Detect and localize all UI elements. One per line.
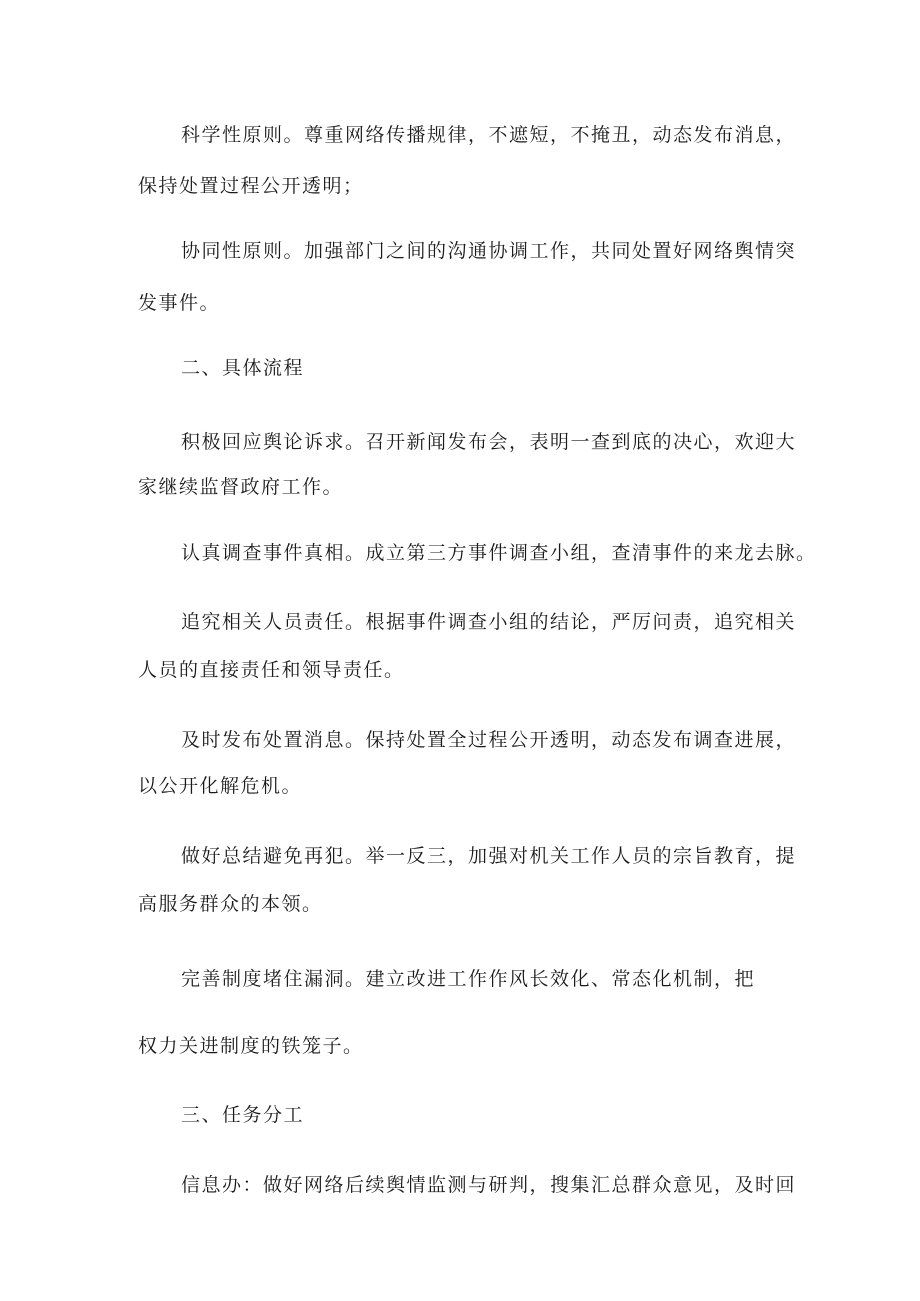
paragraph-line: 家继续监督政府工作。 [138, 476, 344, 498]
paragraph-line: 完善制度堵住漏洞。建立改进工作作风长效化、常态化机制，把 [181, 968, 756, 990]
paragraph-line: 及时发布处置消息。保持处置全过程公开透明，动态发布调查进展， [181, 729, 797, 751]
section-heading: 三、任务分工 [181, 1104, 305, 1126]
paragraph-line: 积极回应舆论诉求。召开新闻发布会，表明一查到底的决心，欢迎大 [181, 431, 797, 453]
paragraph-line: 做好总结避免再犯。举一反三，加强对机关工作人员的宗旨教育，提 [181, 845, 797, 867]
section-heading: 二、具体流程 [181, 357, 305, 379]
paragraph-line: 协同性原则。加强部门之间的沟通协调工作，共同处置好网络舆情突 [181, 240, 797, 262]
paragraph-line: 人员的直接责任和领导责任。 [138, 659, 405, 681]
paragraph-line: 追究相关人员责任。根据事件调查小组的结论，严厉问责，追究相关 [181, 611, 797, 633]
paragraph-line: 发事件。 [138, 292, 221, 314]
paragraph-line: 以公开化解危机。 [138, 775, 303, 797]
paragraph-line: 信息办：做好网络后续舆情监测与研判，搜集汇总群众意见，及时回 [181, 1174, 797, 1196]
paragraph-line: 高服务群众的本领。 [138, 893, 323, 915]
paragraph-line: 权力关进制度的铁笼子。 [138, 1035, 364, 1057]
paragraph-line: 科学性原则。尊重网络传播规律，不遮短，不掩丑，动态发布消息， [181, 124, 797, 146]
paragraph-line: 保持处置过程公开透明； [138, 175, 364, 197]
paragraph-line: 认真调查事件真相。成立第三方事件调查小组，查清事件的来龙去脉。 [181, 542, 817, 564]
